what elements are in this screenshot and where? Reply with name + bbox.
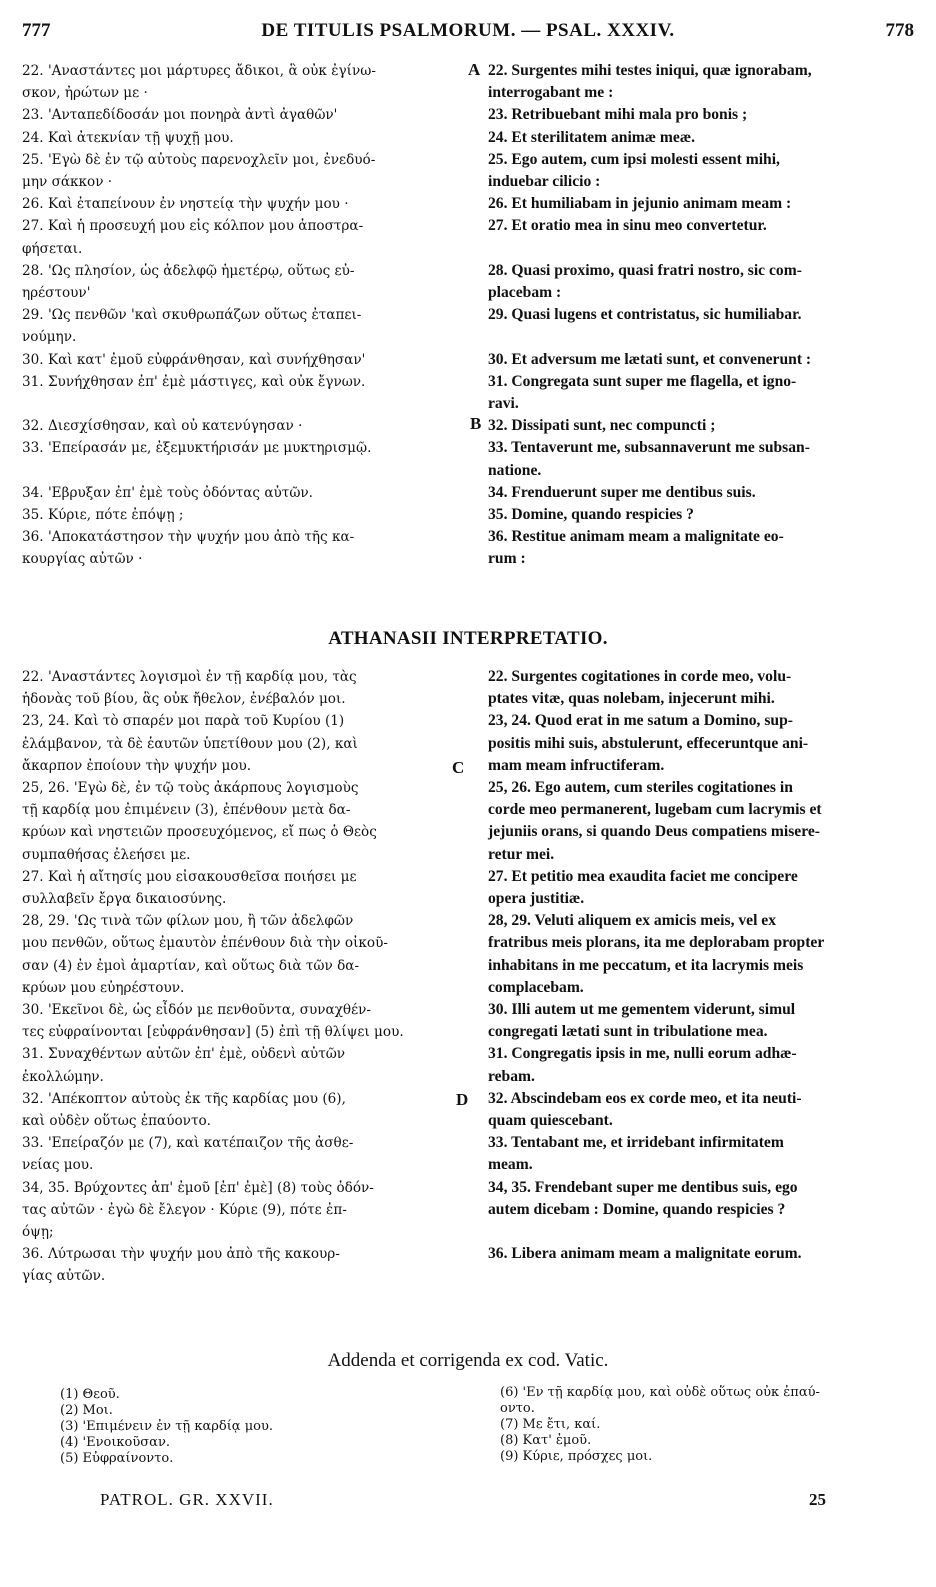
addenda-note: (2) Μοι. — [60, 1403, 113, 1418]
greek-interp-line: μου πενθῶν, οὕτως ἐμαυτὸν ἐπένθουν διὰ τὴν οἰκοῦ- — [22, 935, 388, 952]
latin-interp-line: 36. Libera animam meam a malignitate eorum. — [488, 1245, 802, 1263]
greek-interp-line: 32. 'Απέκοπτον αὐτοὺς ἐκ τῆς καρδίας μου (6), — [22, 1090, 346, 1107]
greek-verse-line — [22, 460, 472, 482]
addenda-note: (8) Κατ' ἐμοῦ. — [500, 1433, 592, 1448]
latin-verse-line: 33. Tentaverunt me, subsannaverunt me subsan- — [488, 439, 810, 457]
latin-verse-line: 27. Et oratio mea in sinu meo convertetur. — [488, 217, 767, 235]
greek-interp-line: ἡδονὰς τοῦ βίου, ἃς οὐκ ἤθελον, ἐνέβαλόν μοι. — [22, 691, 346, 708]
latin-interp-line: quam quiescebant. — [488, 1112, 613, 1130]
latin-interp-line: autem dicebam : Domine, quando respicies ? — [488, 1200, 786, 1218]
greek-verse-line: σκον, ἠρώτων με · — [22, 85, 148, 102]
latin-interp-line: 27. Et petitio mea exaudita faciet me concipere — [488, 867, 798, 885]
addenda-note: (9) Κύριε, πρόσχες μοι. — [500, 1449, 653, 1464]
greek-verse-line: 35. Κύριε, πότε ἐπόψῃ ; — [22, 507, 184, 524]
greek-verse-line: 27. Καὶ ἡ προσευχή μου εἰς κόλπον μου ἀποστρα- — [22, 218, 364, 235]
latin-interp-line: meam. — [488, 1156, 533, 1174]
psalm-latin-column — [488, 60, 914, 571]
greek-interp-line: 30. 'Εκεῖνοι δὲ, ὡς εἶδόν με πενθοῦντα, συναχθέν- — [22, 1002, 372, 1019]
margin-letter-d: D — [456, 1090, 469, 1109]
latin-interp-line: positis mihi suis, abstulerunt, effeceruntque ani- — [488, 734, 809, 752]
latin-verse-line: rum : — [488, 550, 526, 568]
latin-interp-line: jejuniis orans, si quando Deus compatiens misere- — [488, 823, 820, 841]
addenda-note: (1) Θεοῦ. — [60, 1387, 120, 1402]
margin-letter-b: B — [470, 414, 482, 433]
greek-verse-line: 28. 'Ως πλησίον, ὡς ἀδελφῷ ἡμετέρῳ, οὕτως εὐ- — [22, 262, 355, 279]
latin-interp-line: inhabitans in me peccatum, et ita lacrymis meis — [488, 956, 804, 974]
greek-interp-line: 28, 29. 'Ως τινὰ τῶν φίλων μου, ἢ τῶν ἀδελφῶν — [22, 913, 354, 930]
right-page-number: 778 — [885, 20, 914, 41]
greek-verse-line: 29. 'Ως πενθῶν 'καὶ σκυθρωπάζων οὕτως ἐταπει- — [22, 307, 362, 324]
greek-interp-line: 34, 35. Βρύχοντες ἀπ' ἐμοῦ [ἐπ' ἐμὲ] (8) τοὺς ὀδόν- — [22, 1179, 374, 1196]
greek-verse-line: μην σάκκον · — [22, 174, 113, 191]
greek-interp-line: 33. 'Επείραζόν με (7), καὶ κατέπαιζον τῆς ἀσθε- — [22, 1135, 354, 1152]
latin-verse-line: 36. Restitue animam meam a malignitate eo- — [488, 528, 784, 546]
left-page-number: 777 — [22, 20, 51, 41]
greek-interp-line: τῇ καρδίᾳ μου ἐπιμένειν (3), ἐπένθουν μετὰ δα- — [22, 802, 351, 819]
greek-interp-line: τας αὐτῶν · ἐγὼ δὲ ἔλεγον · Κύριε (9), πότε ἐπ- — [22, 1201, 347, 1218]
greek-interp-line: κρύων καὶ νηστειῶν προσευχόμενος, εἴ πως ὁ Θεὸς — [22, 824, 377, 841]
latin-interp-line: 32. Abscindebam eos ex corde meo, et ita neuti- — [488, 1089, 802, 1107]
latin-verse-line: 35. Domine, quando respicies ? — [488, 506, 694, 524]
latin-verse-line: 29. Quasi lugens et contristatus, sic humiliabar. — [488, 306, 802, 324]
addenda-note: (7) Με ἔτι, καί. — [500, 1417, 601, 1432]
latin-verse-line: placebam : — [488, 284, 562, 302]
greek-verse-line: 33. 'Επείρασάν με, ἐξεμυκτήρισάν με μυκτηρισμῷ. — [22, 440, 372, 457]
latin-interp-line: 34, 35. Frendebant super me dentibus suis, ego — [488, 1178, 798, 1196]
greek-interp-line: 23, 24. Καὶ τὸ σπαρέν μοι παρὰ τοῦ Κυρίου (1) — [22, 713, 345, 730]
greek-interp-line: κρύων μου εὐηρέστουν. — [22, 979, 185, 996]
greek-interp-line: καὶ οὐδὲν οὕτως ἐπαύοντο. — [22, 1113, 211, 1130]
latin-verse-line: 22. Surgentes mihi testes iniqui, quæ ignorabam, — [488, 62, 812, 79]
latin-interp-line: opera justitiæ. — [488, 890, 585, 908]
latin-interp-line: 30. Illi autem ut me gementem viderunt, simul — [488, 1001, 796, 1019]
interp-greek-column — [22, 666, 472, 1288]
margin-letter-c: C — [452, 758, 465, 777]
latin-interp-line: fratribus meis plorans, ita me deplorabam propter — [488, 934, 825, 952]
greek-interp-line: σαν (4) ἐν ἐμοὶ ἁμαρτίαν, καὶ οὕτως διὰ τῶν δα- — [22, 957, 360, 974]
greek-verse-line: κουργίας αὐτῶν · — [22, 551, 143, 568]
latin-verse-line: 28. Quasi proximo, quasi fratri nostro, sic com- — [488, 261, 802, 279]
psalm-greek-column — [22, 60, 472, 571]
latin-interp-line: 31. Congregatis ipsis in me, nulli eorum adhæ- — [488, 1045, 797, 1063]
greek-interp-line: 31. Συναχθέντων αὐτῶν ἐπ' ἐμὲ, οὐδενὶ αὐτῶν — [22, 1046, 346, 1063]
latin-interp-line: congregati lætati sunt in tribulatione mea. — [488, 1023, 768, 1041]
greek-interp-line: νείας μου. — [22, 1157, 94, 1174]
greek-interp-line: γίας αὐτῶν. — [22, 1268, 106, 1285]
greek-interp-line: 36. Λύτρωσαι τὴν ψυχήν μου ἀπὸ τῆς κακουρ- — [22, 1246, 340, 1263]
addenda-note: (4) 'Ενοικοῦσαν. — [60, 1435, 170, 1450]
greek-interp-line: ἄκαρπον ἐποίουν τὴν ψυχήν μου. — [22, 757, 252, 774]
running-header — [22, 20, 914, 50]
greek-interp-line: συλλαβεῖν ἔργα δικαιοσύνης. — [22, 891, 227, 908]
greek-verse-line: 30. Καὶ κατ' ἐμοῦ εὐφράνθησαν, καὶ συνήχθησαν' — [22, 351, 366, 368]
latin-interp-line: 28, 29. Veluti aliquem ex amicis meis, vel ex — [488, 912, 777, 930]
latin-verse-line: 32. Dissipati sunt, nec compuncti ; — [488, 417, 716, 435]
greek-verse-line: 34. 'Εβρυξαν ἐπ' ἐμὲ τοὺς ὀδόντας αὐτῶν. — [22, 484, 313, 501]
greek-verse-line: 23. 'Ανταπεδίδοσάν μοι πονηρὰ ἀντὶ ἀγαθῶν' — [22, 107, 338, 124]
latin-verse-line: 23. Retribuebant mihi mala pro bonis ; — [488, 106, 748, 124]
latin-interp-line — [488, 1221, 914, 1243]
latin-interp-line: rebam. — [488, 1067, 535, 1085]
latin-interp-line: retur mei. — [488, 845, 555, 863]
latin-interp-line: 22. Surgentes cogitationes in corde meo, volu- — [488, 668, 792, 685]
latin-interp-line: mam meam infructiferam. — [488, 756, 665, 774]
greek-interp-line: ἐκολλώμην. — [22, 1068, 104, 1085]
greek-verse-line: 32. Διεσχίσθησαν, καὶ οὐ κατενύγησαν · — [22, 418, 303, 435]
latin-verse-line: 34. Frenduerunt super me dentibus suis. — [488, 483, 756, 501]
interpretation-section — [22, 666, 914, 1346]
margin-letter-a: A — [468, 60, 481, 79]
greek-verse-line: 25. 'Εγὼ δὲ ἐν τῷ αὐτοὺς παρενοχλεῖν μοι, ἐνεδυό- — [22, 151, 376, 168]
interp-latin-column — [488, 666, 914, 1265]
addenda-note: οντο. — [500, 1401, 535, 1416]
latin-verse-line — [488, 238, 914, 260]
greek-verse-line: 36. 'Αποκατάστησον τὴν ψυχήν μου ἀπὸ τῆς κα- — [22, 529, 355, 546]
latin-verse-line: 30. Et adversum me lætati sunt, et convenerunt : — [488, 350, 812, 368]
greek-interp-line: όψῃ; — [22, 1224, 54, 1241]
latin-interp-line: complacebam. — [488, 978, 584, 996]
addenda-title: Addenda et corrigenda ex cod. Vatic. — [327, 1350, 609, 1371]
footer-volume: PATROL. GR. XXVII. — [100, 1490, 274, 1509]
latin-interp-line: 23, 24. Quod erat in me satum a Domino, sup- — [488, 712, 793, 730]
footer-signature: 25 — [809, 1490, 826, 1509]
greek-interp-line: τες εὐφραίνονται [εὐφράνθησαν] (5) ἐπὶ τῇ θλίψει μου. — [22, 1024, 404, 1041]
greek-interp-line: 22. 'Αναστάντες λογισμοὶ ἐν τῇ καρδίᾳ μου, τὰς — [22, 669, 357, 685]
greek-interp-line: 25, 26. 'Εγὼ δὲ, ἐν τῷ τοὺς ἀκάρπους λογισμοὺς — [22, 780, 359, 797]
greek-verse-line: φήσεται. — [22, 240, 83, 257]
greek-verse-line: 31. Συνήχθησαν ἐπ' ἐμὲ μάστιγες, καὶ οὐκ ἔγνων. — [22, 373, 366, 390]
greek-verse-line: 26. Καὶ ἐταπείνουν ἐν νηστείᾳ τὴν ψυχήν μου · — [22, 196, 349, 213]
greek-verse-line: ηρέστουν' — [22, 285, 91, 302]
latin-verse-line: 26. Et humiliabam in jejunio animam meam : — [488, 195, 792, 213]
latin-interp-line: ptates vitæ, quas nolebam, injecerunt mihi. — [488, 690, 775, 708]
psalm-section — [22, 60, 914, 620]
greek-interp-line: ἐλάμβανον, τὰ δὲ ἑαυτῶν ὑπετίθουν μου (2), καὶ — [22, 735, 358, 752]
greek-interp-line: συμπαθήσας ἐλεήσει με. — [22, 846, 191, 863]
latin-verse-line: natione. — [488, 461, 542, 479]
greek-verse-line: νούμην. — [22, 329, 77, 346]
latin-interp-line: 33. Tentabant me, et irridebant infirmitatem — [488, 1134, 784, 1152]
greek-verse-line — [22, 393, 472, 415]
greek-verse-line: 24. Καὶ ἀτεκνίαν τῇ ψυχῇ μου. — [22, 129, 234, 146]
latin-verse-line: 24. Et sterilitatem animæ meæ. — [488, 128, 695, 146]
greek-interp-line: 27. Καὶ ἡ αἴτησίς μου εἰσακουσθεῖσα ποιήσει με — [22, 868, 357, 885]
latin-verse-line: 25. Ego autem, cum ipsi molesti essent mihi, — [488, 150, 780, 168]
latin-verse-line: interrogabant me : — [488, 84, 614, 102]
addenda-note: (3) 'Επιμένειν ἐν τῇ καρδίᾳ μου. — [60, 1419, 274, 1434]
latin-verse-line: induebar cilicio : — [488, 173, 601, 191]
addenda-note: (6) 'Εν τῇ καρδίᾳ μου, καὶ οὐδὲ οὕτως οὐκ ἐπαύ- — [500, 1385, 820, 1400]
latin-interp-line: corde meo permanerent, lugebam cum lacrymis et — [488, 801, 822, 819]
latin-verse-line: ravi. — [488, 395, 519, 413]
addenda-right-column — [500, 1385, 900, 1465]
addenda-note: (5) Εὐφραίνοντο. — [60, 1451, 174, 1466]
latin-interp-line: 25, 26. Ego autem, cum steriles cogitationes in — [488, 779, 793, 797]
latin-verse-line: 31. Congregata sunt super me flagella, et igno- — [488, 372, 797, 390]
latin-verse-line — [488, 326, 914, 348]
greek-verse-line: 22. 'Αναστάντες μοι μάρτυρες ἄδικοι, ἃ οὐκ ἐγίνω- — [22, 63, 376, 79]
section-title: ATHANASII INTERPRETATIO. — [328, 628, 608, 649]
running-title: DE TITULIS PSALMORUM. — PSAL. XXXIV. — [261, 20, 675, 41]
addenda-left-column — [60, 1387, 460, 1467]
